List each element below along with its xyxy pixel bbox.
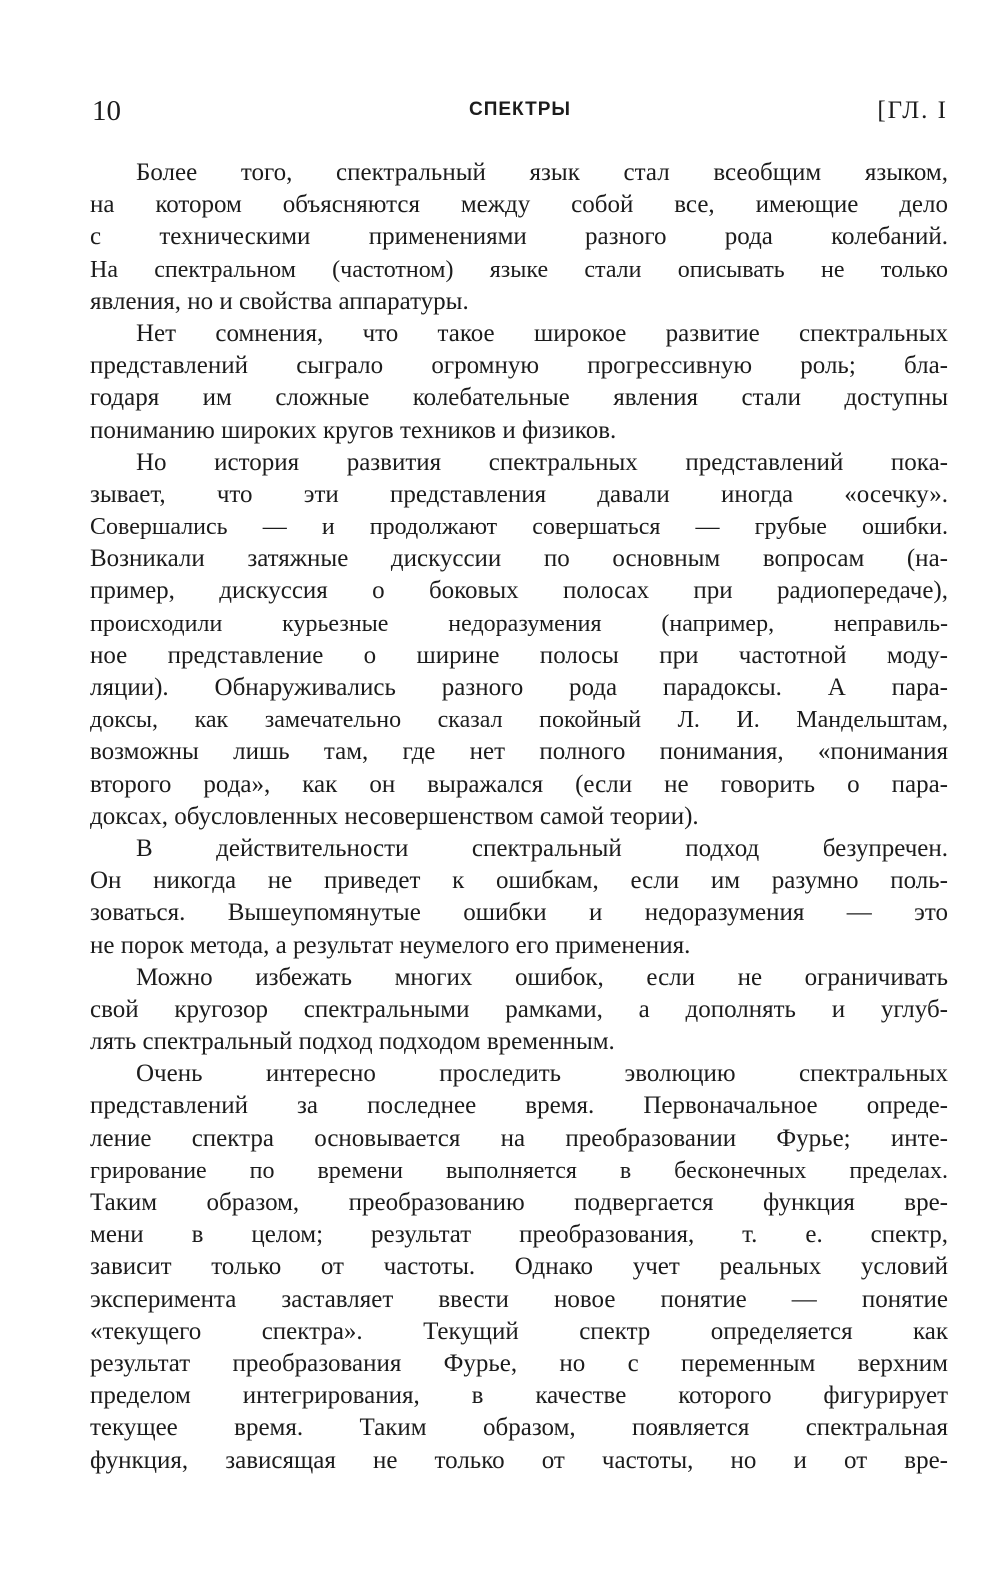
page-header — [92, 95, 948, 129]
text-line: эксперимента заставляет ввести новое понятие — понятие — [90, 1285, 948, 1313]
text-line: годаря им сложные колебательные явления стали доступны — [90, 384, 948, 412]
text-line: Таким образом, преобразованию подвергается функция вре- — [90, 1189, 948, 1216]
text-line: Возникали затяжные дискуссии по основным вопросам (на- — [90, 545, 948, 573]
text-line: грирование по времени выполняется в бесконечных пределах. — [90, 1157, 948, 1184]
text-line: На спектральном (частотном) языке стали описывать не только — [90, 256, 948, 283]
text-line: с техническими применениями разного рода колебаний. — [90, 223, 948, 251]
body-text — [90, 157, 948, 1477]
text-line: текущее время. Таким образом, появляется спектральная — [90, 1414, 948, 1442]
text-line: Очень интересно проследить эволюцию спектральных — [136, 1060, 948, 1088]
text-line: ляции). Обнаруживались разного рода парадоксы. А пара- — [90, 674, 948, 701]
text-line: мени в целом; результат преобразования, т. е. спектр, — [90, 1221, 948, 1249]
text-line: представлений за последнее время. Первоначальное опреде- — [90, 1092, 948, 1120]
text-line: Более того, спектральный язык стал всеобщим языком, — [136, 159, 948, 186]
text-line: Но история развития спектральных представлений пока- — [136, 448, 948, 476]
text-line: доксах, обусловленных несовершенством самой теории). — [90, 802, 699, 830]
text-line: зывает, что эти представления давали иногда «осечку». — [90, 480, 948, 508]
text-line: происходили курьезные недоразумения (например, неправиль- — [90, 610, 948, 637]
text-line: пониманию широких кругов техников и физиков. — [90, 416, 617, 444]
text-line: Можно избежать многих ошибок, если не ограничивать — [136, 963, 948, 991]
text-line: зависит только от частоты. Однако учет реальных условий — [90, 1253, 948, 1281]
text-line: доксы, как замечательно сказал покойный Л. И. Мандельштам, — [90, 707, 948, 734]
text-line: лять спектральный подход подходом временным. — [90, 1028, 615, 1056]
text-line: результат преобразования Фурье, но с переменным верхним — [90, 1349, 948, 1377]
text-line: явления, но и свойства аппаратуры. — [90, 287, 469, 315]
text-line: зоваться. Вышеупомянутые ошибки и недоразумения — это — [90, 899, 948, 927]
text-line: функция, зависящая не только от частоты, но и от вре- — [90, 1446, 948, 1474]
text-line: второго рода», как он выражался (если не говорить о пара- — [90, 770, 948, 798]
text-line: Он никогда не приведет к ошибкам, если им разумно поль- — [90, 867, 948, 895]
text-line: представлений сыграло огромную прогрессивную роль; бла- — [90, 352, 948, 380]
text-line: «текущего спектра». Текущий спектр определяется как — [90, 1317, 948, 1345]
text-line: пределом интегрирования, в качестве которого фигурирует — [90, 1382, 948, 1410]
page-number: 10 — [92, 95, 121, 127]
text-line: не порок метода, а результат неумелого его применения. — [90, 931, 691, 959]
text-line: свой кругозор спектральными рамками, а дополнять и углуб- — [90, 995, 948, 1023]
text-line: пример, дискуссия о боковых полосах при радиопередаче), — [90, 577, 948, 605]
running-title: СПЕКТРЫ — [469, 99, 571, 120]
text-line: Нет сомнения, что такое широкое развитие спектральных — [136, 319, 948, 347]
chapter-reference: [ГЛ. I — [877, 97, 948, 124]
text-line: возможны лишь там, где нет полного понимания, «понимания — [90, 738, 948, 766]
text-line: ное представление о ширине полосы при частотной моду- — [90, 641, 948, 669]
text-line: Совершались — и продолжают совершаться — грубые ошибки. — [90, 514, 948, 541]
text-line: на котором объясняются между собой все, имеющие дело — [90, 191, 948, 219]
text-line: ление спектра основывается на преобразовании Фурье; инте- — [90, 1124, 948, 1152]
text-line: В действительности спектральный подход безупречен. — [136, 834, 948, 862]
